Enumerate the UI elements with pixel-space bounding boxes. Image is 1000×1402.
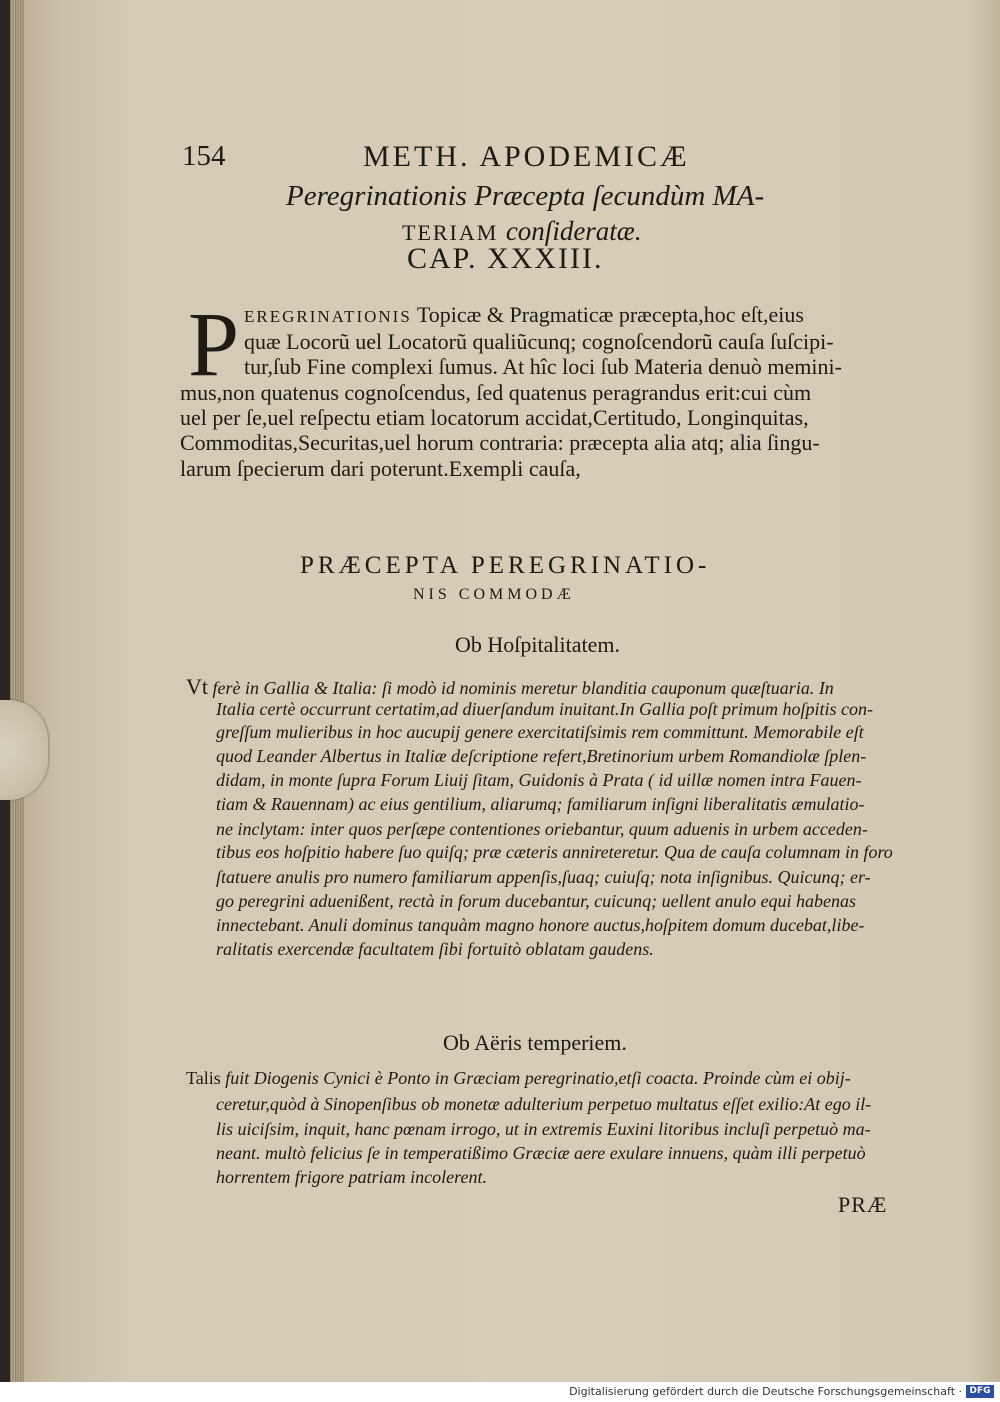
paragraph-line: go peregrini aduenißent, rectà in forum ducebantur, cuicunq; uellent anulo equi habenas: [216, 891, 857, 911]
running-head: METH. APODEMICÆ: [363, 140, 690, 173]
chapter-number: CAP. XXXIII.: [407, 242, 604, 275]
drop-cap: P: [188, 293, 240, 395]
paragraph-line: Vt ferè in Gallia & Italia: ſi modò id nominis meretur blanditia cauponum quæſtuaria. In: [186, 674, 834, 699]
dfg-logo-icon[interactable]: DFG: [966, 1385, 994, 1398]
intro-line: mus,non quatenus cognoſcendus, ſed quatenus peragrandus erit:cui cùm: [180, 380, 812, 405]
page-edge-stack: [10, 0, 24, 1382]
intro-line-rest: Topicæ & Pragmaticæ præcepta,hoc eſt,eius: [416, 302, 804, 327]
intro-line: larum ſpecierum dari poterunt.Exempli cauſa,: [180, 456, 581, 481]
intro-line: quæ Locorũ uel Locatorũ qualiũcunq; cognoſcendorũ cauſa ſuſcipi-: [244, 329, 834, 354]
paragraph-line: Italia certè occurrunt certatim,ad diuerſandum inuitant.In Gallia poſt primum hoſpitis con-: [216, 699, 873, 719]
paragraph-line: ralitatis exercendæ facultatem ſibi fortuitò oblatam gaudens.: [216, 939, 654, 959]
catchword: PRÆ: [838, 1192, 888, 1217]
paragraph-line: horrentem frigore patriam incolerent.: [216, 1167, 487, 1187]
paragraph-line: quod Leander Albertus in Italiæ deſcriptione refert,Bretinorium urbem Romandiolæ ſplen-: [216, 746, 867, 766]
intro-line: tur,ſub Fine complexi ſumus. At hîc loci ſub Materia denuò memini-: [244, 354, 842, 379]
paragraph-line: lis uiciſsim, inquit, hanc pœnam irrogo, ut in extremis Euxini litoribus incluſi perpetuò ma-: [216, 1119, 871, 1139]
page-number: 154: [182, 140, 226, 172]
paragraph-line: innectebant. Anuli dominus tanquàm magno honore auctus,hoſpitem domum ducebat,libe-: [216, 915, 865, 935]
paragraph-line: Talis fuit Diogenis Cynici è Ponto in Græciam peregrinatio,etſi coacta. Proinde cùm ei obij-: [186, 1068, 851, 1088]
subheading-air-temperature: Ob Aëris temperiem.: [443, 1030, 627, 1055]
title-italic: conſideratæ.: [505, 216, 642, 246]
paragraph-line: neant. multò felicius ſe in temperatißimo Græciæ aere exulare innuens, quàm illi perpetuò: [216, 1143, 866, 1163]
subheading-hospitality: Ob Hoſpitalitatem.: [455, 632, 620, 657]
intro-line: [244, 302, 804, 328]
digitization-footer: [0, 1382, 1000, 1402]
paragraph-line: ſtatuere anulis pro numero familiarum appenſis,ſuaq; cuiuſq; nota inſignibus. Quicunq; er-: [216, 867, 871, 887]
paragraph-line: tibus eos hoſpitio habere ſuo quiſq; præ cæteris annireteretur. Qua de cauſa columnam in foro: [216, 842, 893, 862]
intro-line: uel per ſe,uel reſpectu etiam locatorum accidat,Certitudo, Longinquitas,: [180, 405, 809, 430]
paragraph-initial: Talis: [186, 1068, 221, 1088]
intro-smallcaps: EREGRINATIONIS: [244, 307, 412, 326]
intro-line: Commoditas,Securitas,uel horum contraria: præcepta alia atq; alia ſingu-: [180, 430, 820, 455]
title-caps: TERIAM: [402, 220, 499, 245]
paragraph-line: ne inclytam: inter quos perſæpe contentiones oriebantur, quum aduenis in urbem acceden-: [216, 819, 868, 839]
footer-credit: Digitalisierung gefördert durch die Deutsche Forschungsgemeinschaft ·: [569, 1385, 962, 1398]
paragraph-line: didam, in monte ſupra Forum Liuij ſitam, Guidonis à Prata ( id uillæ nomen intra Fauen-: [216, 770, 862, 790]
paragraph-line: ceretur,quòd à Sinopenſibus ob monetæ adulterium perpetuo multatus eſſet exilio:At ego il-: [216, 1094, 872, 1114]
paragraph-line: greſſum mulieribus in hoc aucupij genere exercitatiſsimis rem committunt. Memorabile eſt: [216, 722, 864, 742]
paragraph-initial: Vt: [186, 674, 208, 699]
section-heading-line-1: PRÆCEPTA PEREGRINATIO-: [300, 552, 711, 579]
section-heading-line-2: NIS COMMODÆ: [413, 586, 575, 603]
paragraph-line: tiam & Rauennam) ac eius gentilium, aliarumq; familiarum inſigni liberalitatis æmulatio-: [216, 794, 865, 814]
chapter-title-line-1: Peregrinationis Præcepta ſecundùm MA-: [286, 180, 765, 212]
